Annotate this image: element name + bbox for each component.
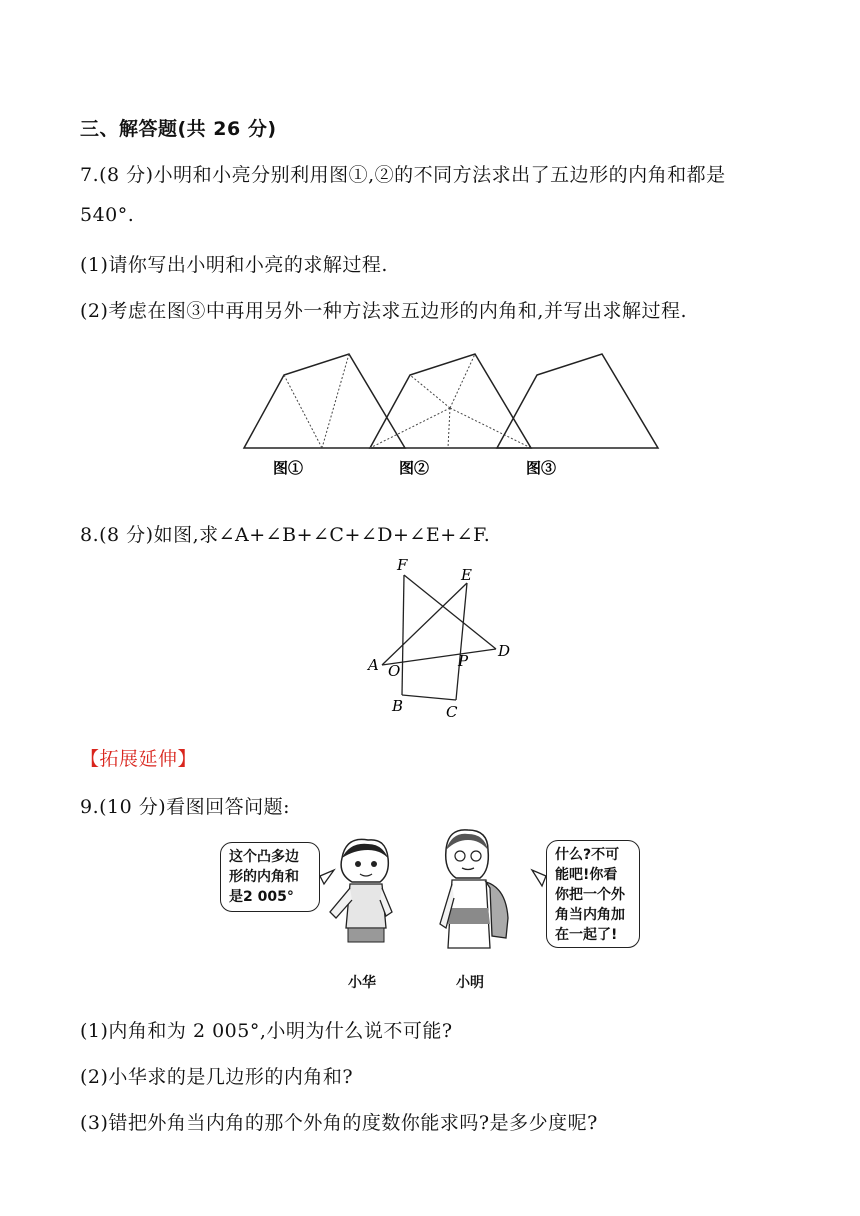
caption-xiaoming: 小明 [456,975,484,991]
point-A: A [368,656,379,674]
cartoon-characters [310,828,560,968]
point-O: O [388,662,401,680]
speech-bubble-right: 什么?不可 能吧!你看 你把一个外 角当内角加 在一起了! [546,840,640,948]
section-title: 三、解答题(共 26 分) [80,118,277,140]
point-P: P [458,652,469,670]
figure-1-pentagon [244,354,405,448]
q9-intro: 9.(10 分)看图回答问题: [80,796,291,818]
q7-part1: (1)请你写出小明和小亮的求解过程. [80,254,388,276]
point-D: D [498,642,511,660]
q9-part3: (3)错把外角当内角的那个外角的度数你能求吗?是多少度呢? [80,1112,598,1134]
xiaohua-figure [330,839,392,942]
q7-line2: 540°. [80,204,135,226]
star-figure [360,552,520,722]
xiaoming-figure [440,830,508,948]
figure-2-pentagon [370,354,531,448]
speech-bubble-left: 这个凸多边 形的内角和 是2 005° [220,842,320,912]
q7-part2: (2)考虑在图③中再用另外一种方法求五边形的内角和,并写出求解过程. [80,300,687,322]
q7-line1: 7.(8 分)小明和小亮分别利用图①,②的不同方法求出了五边形的内角和都是 [80,164,726,186]
pentagon-figures [0,340,860,490]
figure-3-pentagon [497,354,658,448]
point-E: E [461,566,472,584]
caption-xiaohua: 小华 [348,975,376,991]
point-F: F [397,556,408,574]
fig2-label: 图② [399,459,430,477]
extension-title: 【拓展延伸】 [80,748,198,770]
q8-text: 8.(8 分)如图,求∠A+∠B+∠C+∠D+∠E+∠F. [80,524,491,546]
q9-part1: (1)内角和为 2 005°,小明为什么说不可能? [80,1020,453,1042]
left-bubble-tail [320,870,334,884]
right-bubble-tail [532,870,546,886]
point-B: B [392,697,404,715]
fig3-label: 图③ [526,459,557,477]
point-C: C [446,703,458,721]
q9-part2: (2)小华求的是几边形的内角和? [80,1066,354,1088]
fig1-label: 图① [273,459,304,477]
